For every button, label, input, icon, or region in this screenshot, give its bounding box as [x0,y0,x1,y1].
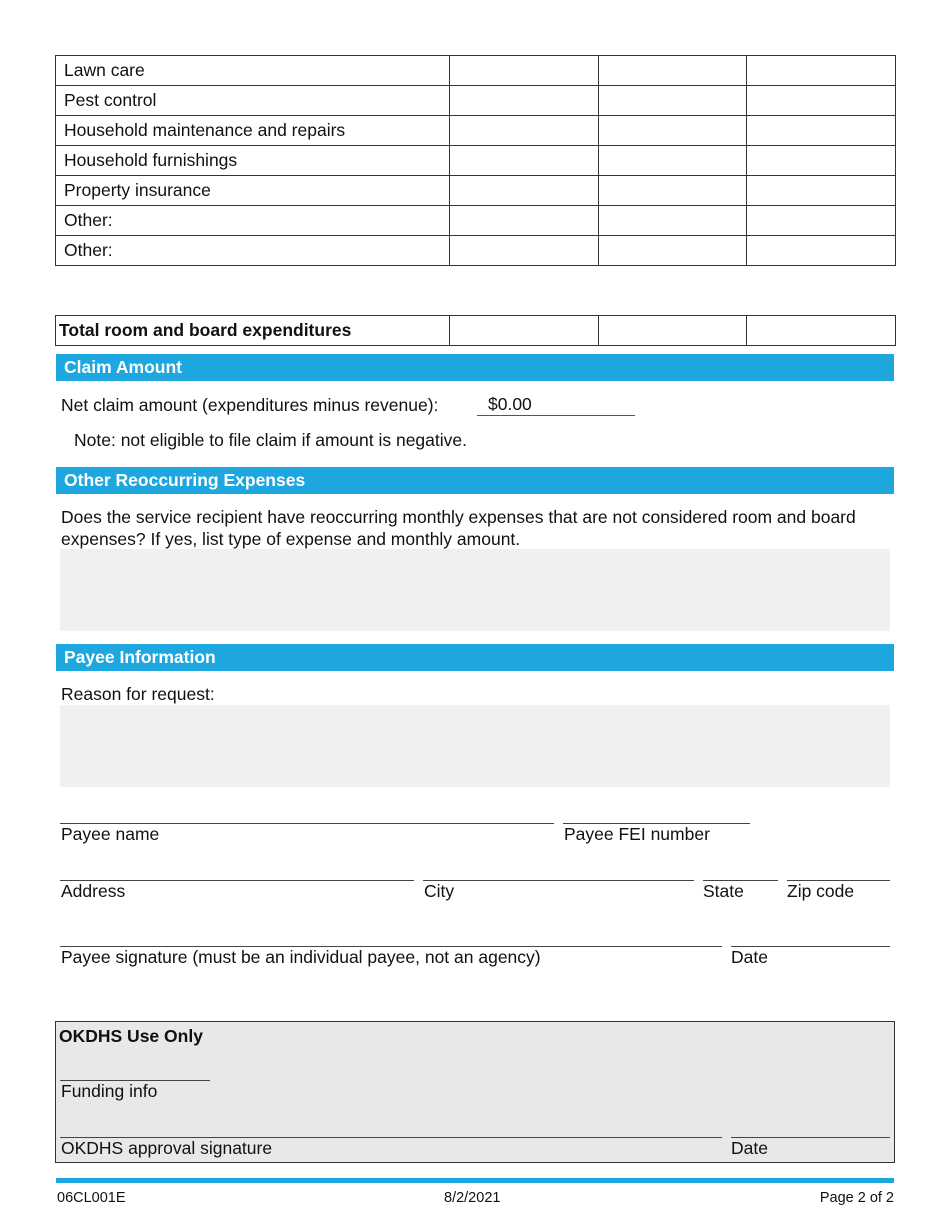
expense-row [56,116,896,146]
state-input[interactable] [703,857,778,879]
expense-amount-cell [598,86,747,116]
expense-row [56,146,896,176]
expense-amount-cell [747,56,896,86]
expense-amount-field-1[interactable] [450,236,598,265]
total-amount-field-1[interactable] [450,316,598,345]
expense-amount-cell [450,146,599,176]
expense-table [55,55,896,266]
expense-amount-cell [598,236,747,266]
address-input[interactable] [60,857,414,879]
expense-label: Pest control [56,86,450,116]
expense-label: Lawn care [56,56,450,86]
expense-label: Household maintenance and repairs [56,116,450,146]
total-amount-field-2[interactable] [599,316,747,345]
payee-date-input[interactable] [731,923,890,945]
net-claim-value[interactable]: $0.00 [477,393,635,416]
expense-amount-cell [747,116,896,146]
other-expenses-input[interactable] [60,549,890,631]
expense-amount-cell [598,206,747,236]
city-line [423,880,694,881]
expense-label: Household furnishings [56,146,450,176]
expense-amount-cell [598,176,747,206]
expense-amount-field-1[interactable] [450,116,598,145]
expense-amount-cell [598,116,747,146]
footer-page: Page 2 of 2 [819,1190,894,1206]
expense-amount-field-2[interactable] [599,116,747,145]
expense-amount-field-3[interactable] [747,236,895,265]
net-claim-label: Net claim amount (expenditures minus revenue): [61,395,439,415]
total-table [55,315,896,346]
total-label: Total room and board expenditures [56,316,450,346]
expense-amount-field-2[interactable] [599,176,747,205]
expense-row [56,176,896,206]
expense-amount-field-3[interactable] [747,56,895,85]
expense-amount-field-3[interactable] [747,146,895,175]
expense-amount-cell [450,176,599,206]
claim-note: Note: not eligible to file claim if amount is negative. [74,430,467,450]
okdhs-date-label: Date [731,1138,768,1158]
payee-fei-label: Payee FEI number [564,824,710,844]
expense-amount-field-3[interactable] [747,206,895,235]
expense-amount-cell [747,206,896,236]
expense-amount-field-1[interactable] [450,146,598,175]
expense-amount-cell [747,176,896,206]
expense-amount-field-1[interactable] [450,56,598,85]
expense-row [56,206,896,236]
zip-input[interactable] [787,857,890,879]
expense-amount-cell [598,146,747,176]
expense-amount-cell [450,86,599,116]
payee-fei-input[interactable] [563,800,750,822]
expense-amount-field-3[interactable] [747,86,895,115]
okdhs-date-input[interactable] [731,1114,890,1136]
claim-amount-header: Claim Amount [56,354,894,381]
expense-amount-cell [450,56,599,86]
expense-amount-field-1[interactable] [450,86,598,115]
expense-row [56,86,896,116]
reason-input[interactable] [60,705,890,787]
city-label: City [424,881,455,901]
total-amount-field-3[interactable] [747,316,895,345]
footer-date: 8/2/2021 [444,1190,501,1206]
expense-amount-cell [450,206,599,236]
expense-label: Other: [56,206,450,236]
expense-amount-cell [747,86,896,116]
footer-form-id: 06CL001E [57,1190,126,1206]
payee-name-input[interactable] [60,800,554,822]
expense-amount-field-1[interactable] [450,176,598,205]
total-row [56,316,896,346]
expense-amount-field-1[interactable] [450,206,598,235]
funding-info-input[interactable] [60,1057,210,1079]
footer-bar [56,1178,894,1183]
expense-label: Property insurance [56,176,450,206]
city-input[interactable] [423,857,694,879]
expense-amount-field-2[interactable] [599,86,747,115]
zip-label: Zip code [787,881,855,901]
okdhs-approval-input[interactable] [60,1114,722,1136]
other-expenses-question: Does the service recipient have reoccurring monthly expenses that are not considered room and board expenses? If yes, list type of expense and monthly amount. [61,507,856,549]
expense-amount-cell [747,146,896,176]
expense-amount-field-3[interactable] [747,116,895,145]
expense-amount-cell [747,236,896,266]
state-label: State [703,881,744,901]
payee-date-label: Date [731,947,768,967]
expense-amount-field-2[interactable] [599,236,747,265]
payee-information-header: Payee Information [56,644,894,671]
expense-amount-cell [450,116,599,146]
expense-amount-field-2[interactable] [599,206,747,235]
funding-info-label: Funding info [61,1081,158,1101]
expense-row [56,236,896,266]
expense-amount-field-2[interactable] [599,56,747,85]
address-label: Address [61,881,126,901]
payee-signature-input[interactable] [60,923,722,945]
expense-label: Other: [56,236,450,266]
expense-amount-field-3[interactable] [747,176,895,205]
other-expenses-header: Other Reoccurring Expenses [56,467,894,494]
expense-amount-cell [598,56,747,86]
okdhs-title: OKDHS Use Only [59,1026,203,1046]
expense-amount-field-2[interactable] [599,146,747,175]
expense-amount-cell [450,236,599,266]
payee-name-label: Payee name [61,824,160,844]
expense-row [56,56,896,86]
reason-label: Reason for request: [61,684,215,704]
okdhs-approval-label: OKDHS approval signature [61,1138,273,1158]
payee-signature-label: Payee signature (must be an individual payee, not an agency) [61,947,541,967]
